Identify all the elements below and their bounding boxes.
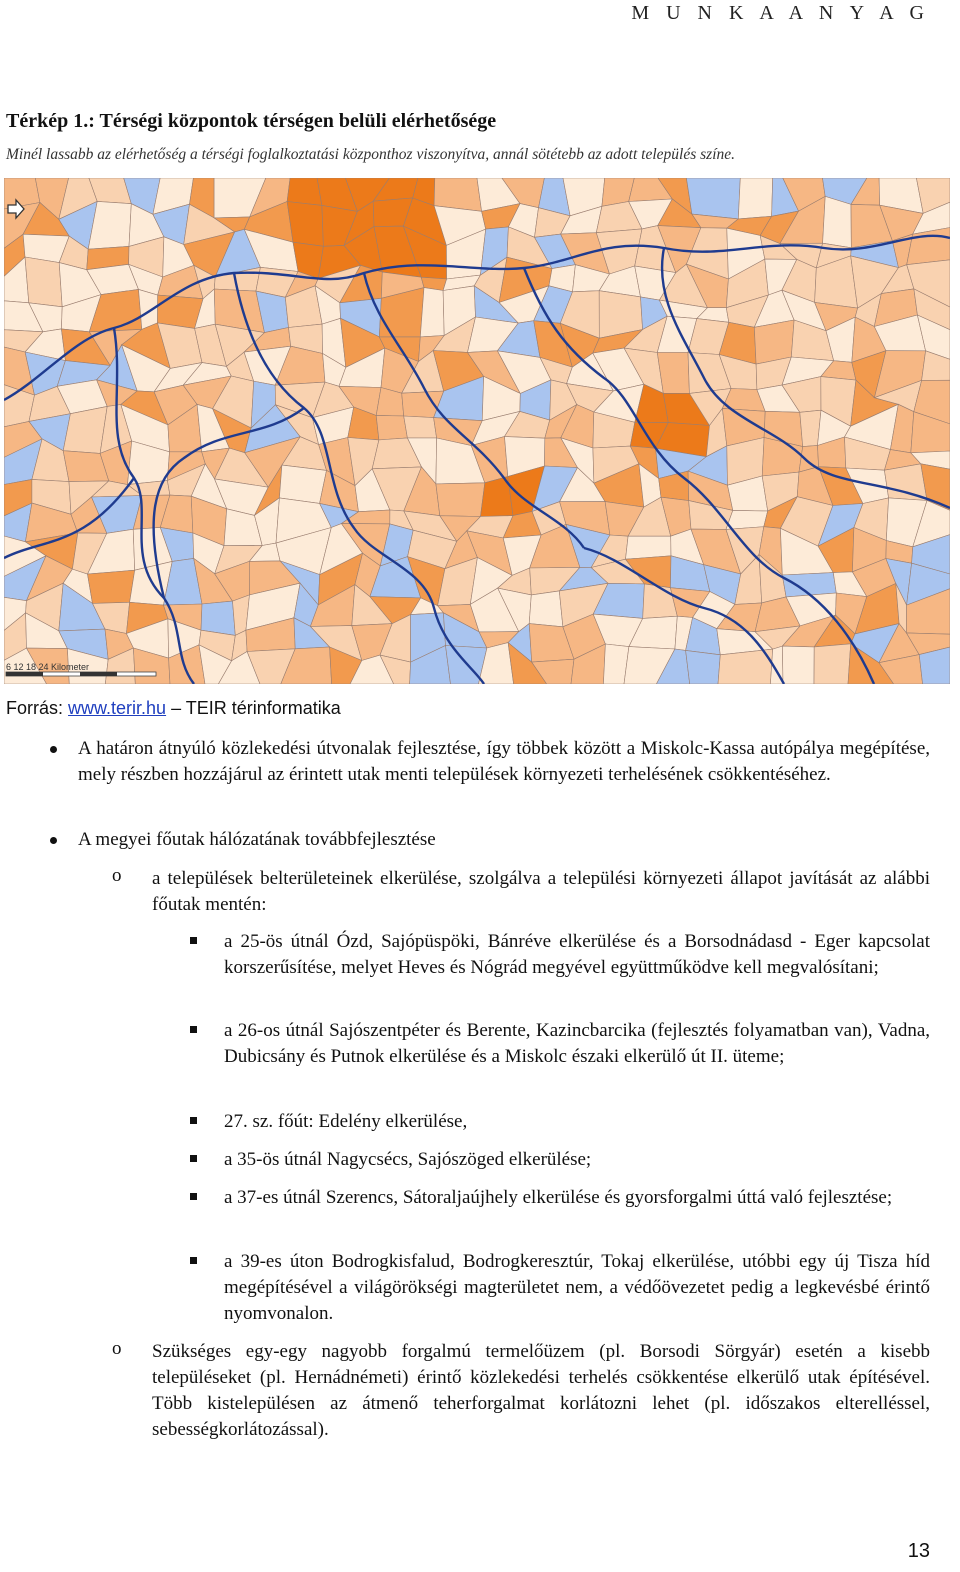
map-subtitle: Minél lassabb az elérhetőség a térségi foglalkoztatási központhoz viszonyítva, annál sötétebb az adott település színe. xyxy=(6,146,736,163)
settlement-cell xyxy=(529,591,563,627)
settlement-cell xyxy=(686,650,721,684)
map-title: Térkép 1.: Térségi központok térségen belüli elérhetősége xyxy=(6,110,497,132)
settlement-cell xyxy=(738,178,772,219)
settlement-cell xyxy=(88,570,135,603)
settlement-cell xyxy=(657,353,689,394)
source-line xyxy=(6,698,341,719)
settlement-cell xyxy=(814,644,851,684)
settlement-cell xyxy=(436,483,485,517)
settlement-cell xyxy=(25,257,62,307)
bullet-dot xyxy=(50,746,57,753)
settlement-cell xyxy=(287,178,322,205)
sub-bullet-marker: o xyxy=(112,1338,122,1359)
sub-bullet-marker: o xyxy=(112,865,122,886)
settlement-cell xyxy=(376,416,407,440)
settlement-cell xyxy=(884,464,927,501)
bullet-border-roads: A határon átnyúló közlekedési útvonalak fejlesztése, így többek között a Miskolc-Kassa autópálya megépítése, mely részben hozzájárul az érintett utak menti települések környezeti terhelésének csökkentéséhez. xyxy=(78,738,930,785)
square-bullet xyxy=(190,1026,197,1033)
road-27-item: 27. sz. főút: Edelény elkerülése, xyxy=(224,1111,468,1132)
road-35-item: a 35-ös útnál Nagycsécs, Sajószöged elkerülése; xyxy=(224,1149,592,1170)
settlement-cell xyxy=(823,196,852,247)
square-bullet xyxy=(190,937,197,944)
square-bullet xyxy=(190,1257,197,1264)
road-25-item: a 25-ös útnál Ózd, Sajópüspöki, Bánréve elkerülése és a Borsodnádasd - Eger kapcsolat korszerűsítése, melyet Heves és Nógrád megyével együttműködve kell megvalósítani; xyxy=(224,931,930,978)
sub-bullet-bypass: a települések belterületeinek elkerülése, szolgálva a települési környezeti állapot javítását az alábbi főutak mentén: xyxy=(152,868,930,915)
page-number: 13 xyxy=(907,1540,930,1562)
square-bullet xyxy=(190,1155,197,1162)
source-link[interactable]: www.terir.hu xyxy=(68,698,167,718)
bullet-dot xyxy=(50,837,57,844)
settlement-cell xyxy=(782,646,814,684)
bullet-county-roads: A megyei főutak hálózatának továbbfejlesztése xyxy=(78,829,436,850)
accessibility-map xyxy=(4,178,950,684)
settlement-cell xyxy=(686,178,740,219)
settlement-cell xyxy=(420,288,444,337)
settlement-cell xyxy=(626,536,672,559)
settlement-cells xyxy=(4,178,950,684)
settlement-cell xyxy=(201,601,235,635)
road-39-item: a 39-es úton Bodrogkisfalud, Bodrogkeresztúr, Tokaj elkerülése, utóbbi egy új Tisza híd megépítésével a világörökségi magterületet nem, a védőövezetet pedig a legkevésbé érintő nyomvonalon. xyxy=(224,1251,930,1324)
sub-bullet-factory-traffic: Szükséges egy-egy nagyobb forgalmú termelőüzem (pl. Borsodi Sörgyár) esetén a kisebb településeket (pl. Hernádnémeti) érintő közlekedési terhelés csökkentése elkerülő utak építésével. Több kistelepülésen az átmenő teherforgalmat korlátozni lehet (pl. időszakos elterelléssel, sebességkorlátozással). xyxy=(152,1341,930,1440)
map-graphic xyxy=(4,178,950,684)
source-rest: – TEIR térinformatika xyxy=(166,698,341,718)
road-26-item: a 26-os útnál Sajószentpéter és Berente, Kazincbarcika (fejlesztés folyamatban van), Vadna, Dubicsány és Putnok elkerülése és a Miskolc északi elkerülő út II. üteme; xyxy=(224,1020,930,1067)
square-bullet xyxy=(190,1193,197,1200)
source-label: Forrás: xyxy=(6,698,64,718)
settlement-cell xyxy=(404,416,437,438)
settlement-cell xyxy=(726,510,768,529)
running-head: M U N K A A N Y A G xyxy=(631,2,930,24)
settlement-cell xyxy=(287,202,323,247)
scale-label: 6 12 18 24 Kilometer xyxy=(6,662,90,672)
settlement-cell xyxy=(279,465,326,503)
road-37-item: a 37-es útnál Szerencs, Sátoraljaújhely elkerülése és gyorsforgalmi úttá való fejlesztése; xyxy=(224,1187,893,1208)
square-bullet xyxy=(190,1117,197,1124)
settlement-cell xyxy=(139,289,158,329)
